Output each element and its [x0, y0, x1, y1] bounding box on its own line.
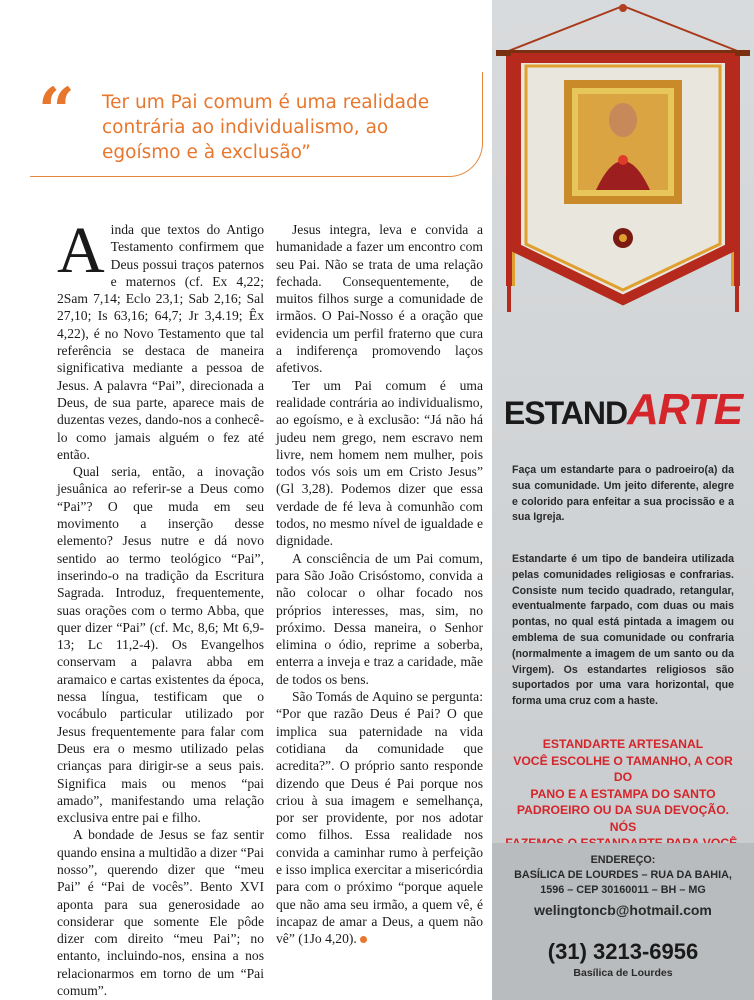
address-line: 1596 – CEP 30160011 – BH – MG	[540, 884, 706, 896]
drop-cap: A	[57, 214, 105, 287]
ad-address	[492, 853, 754, 898]
article-paragraph: São Tomás de Aquino se pergunta: “Por que razão Deus é Pai? O que implica sua paternidade na vida cotidiana da comunidade que acredita?”. O próprio santo responde dizendo que Deus é Pai porque nos criou à sua imagem e semelhança, por ser providente, por nos adotar como filhos. Essa realidade nos convida a caminhar rumo à perfeição e isso implica exercitar a misericórdia para com o próximo “porque aquele que não ama seu irmão, a quem vê, é incapaz de amar a Deus, a quem não vê” (1Jo 4,20).	[276, 689, 483, 947]
ad-offer-line: VOCÊ ESCOLHE O TAMANHO, A COR DO	[513, 753, 733, 784]
article-paragraph: Qual seria, então, a inovação jesuânica ao referir-se a Deus como “Pai”? O que muda em seu movimento a inserção desse elemento? Jesus nutre e dá novo sentido ao termo teológico “Pai”, inserindo-o na tradição da Escritura Sagrada. Introduz, frequentemente, suas orações com o termo Abba, que quer dizer “Pai” (cf. Mc, 8,6; Mt 6,9-13; Lc 11,2-4). Os Evangelhos conservam a palavra abba em aramaico e cartas existentes da época, nessa língua, testificam que o vocábulo particular utilizado por Jesus frequentemente para falar com Deus era o mesmo utilizado pelas crianças para dirigir-se a seus pais. Significa mais ou menos “pai amado”, manifestando uma relação exclusiva entre pai e filho.	[57, 464, 264, 826]
ad-contact-footer	[492, 843, 754, 1000]
brand-part-2: ARTE	[627, 385, 743, 434]
ad-offer-line: PADROEIRO OU DA SUA DEVOÇÃO. NÓS	[516, 803, 730, 834]
pull-quote-line: contrária ao individualismo, ao	[102, 117, 389, 138]
ad-offer-line: PANO E A ESTAMPA DO SANTO	[530, 786, 716, 801]
brand-part-1: ESTAND	[503, 395, 628, 431]
ad-brand-title	[492, 385, 754, 435]
end-mark-icon	[360, 936, 367, 943]
article-paragraph: A bondade de Jesus se faz sentir quando ensina a multidão a dizer “Pai nosso”, querendo dizer que “meu Pai” é “Pai de vocês”. Bento XVI aponta para sua generosidade ao considerar que somente Ele pôde dizer com direito “meu Pai”; no entanto, incluindo-nos, ensina a nos relacionarmos em torno de um “Pai comum”.	[57, 827, 264, 999]
address-label: ENDEREÇO:	[590, 854, 656, 866]
ad-offer-text	[504, 736, 742, 852]
pull-quote-text	[102, 90, 462, 165]
advertisement	[492, 0, 754, 1000]
pull-quote-line: Ter um Pai comum é uma realidade	[102, 92, 430, 113]
pull-quote-line: egoísmo e à exclusão”	[102, 142, 311, 163]
article-column-2	[276, 221, 483, 947]
address-line: BASÍLICA DE LOURDES – RUA DA BAHIA,	[514, 869, 732, 881]
ad-intro-text: Faça um estandarte para o padroeiro(a) da sua comunidade. Um jeito diferente, alegre e colorido para enfeitar a sua procissão e a sua Igreja.	[512, 464, 734, 524]
quote-mark-icon: “	[38, 74, 75, 149]
ad-phone[interactable]: (31) 3213-6956	[547, 939, 699, 964]
ad-description-text: Estandarte é um tipo de bandeira utilizada pelas comunidades religiosas e confrarias. Consiste num tecido quadrado, retangular, eventualmente farpado, com duas ou mais pontas, no qual está pintada a imagem ou emblema de sua comunidade ou confraria (normalmente a imagem de um santo ou da Virgem). Os estandartes religiosos são suportados por uma vara horizontal, que forma uma cruz com a haste.	[512, 553, 734, 708]
article-paragraph: Ter um Pai comum é uma realidade contrária ao individualismo, ao egoísmo, e à exclusão: “Já não há judeu nem grego, nem escravo nem livre, nem homem nem mulher, pois todos vós sois um em Cristo Jesus” (Gl 3,28). Podemos dizer que essa verdade de fé leva à comunhão com todos, no mesmo nível de igualdade e dignidade.	[276, 377, 483, 549]
article-paragraph: Jesus integra, leva e convida a humanidade a fazer um encontro com seu Pai. Não se trata de uma relação fechada. Consequentemente, de muitos filhos surge a comunidade de irmãos. O Pai-Nosso é a oração que evidencia um perfil fraterno que cura a indiferença promovendo laços afetivos.	[276, 222, 483, 376]
ad-email[interactable]: welingtoncb@hotmail.com	[534, 902, 712, 918]
ad-offer-line: ESTANDARTE ARTESANAL	[542, 737, 704, 751]
article-paragraph: A consciência de um Pai comum, para São João Crisóstomo, convida a não colocar o olhar focado nos próprios interesses, mas, sim, no próximo. Dessa maneira, o Senhor elimina o ódio, reprime a soberba, enterra a inveja e traz a caridade, mãe de todos os bens.	[276, 550, 483, 687]
banner-image	[492, 0, 754, 320]
article-column-1	[57, 214, 264, 999]
pull-quote	[30, 72, 483, 177]
ad-phone-caption: Basílica de Lourdes	[573, 967, 673, 979]
article-paragraph: Ainda que textos do Antigo Testamento confirmem que Deus possui traços paternos e maternos (cf. Ex 4,22; 2Sam 7,14; Eclo 23,1; Sab 2,16; Sal 27,10; Is 63,16; 64,7; Jr 3,4.19; Êx 4,22), é no Novo Testamento que tal referência se destaca de maneira significativa mediante a pessoa de Jesus. A palavra “Pai”, direcionada a Deus, de sua parte, aparece mais de duzentas vezes, dando-nos a conhecê-lo como jamais alguém o fez até então.	[57, 214, 264, 462]
